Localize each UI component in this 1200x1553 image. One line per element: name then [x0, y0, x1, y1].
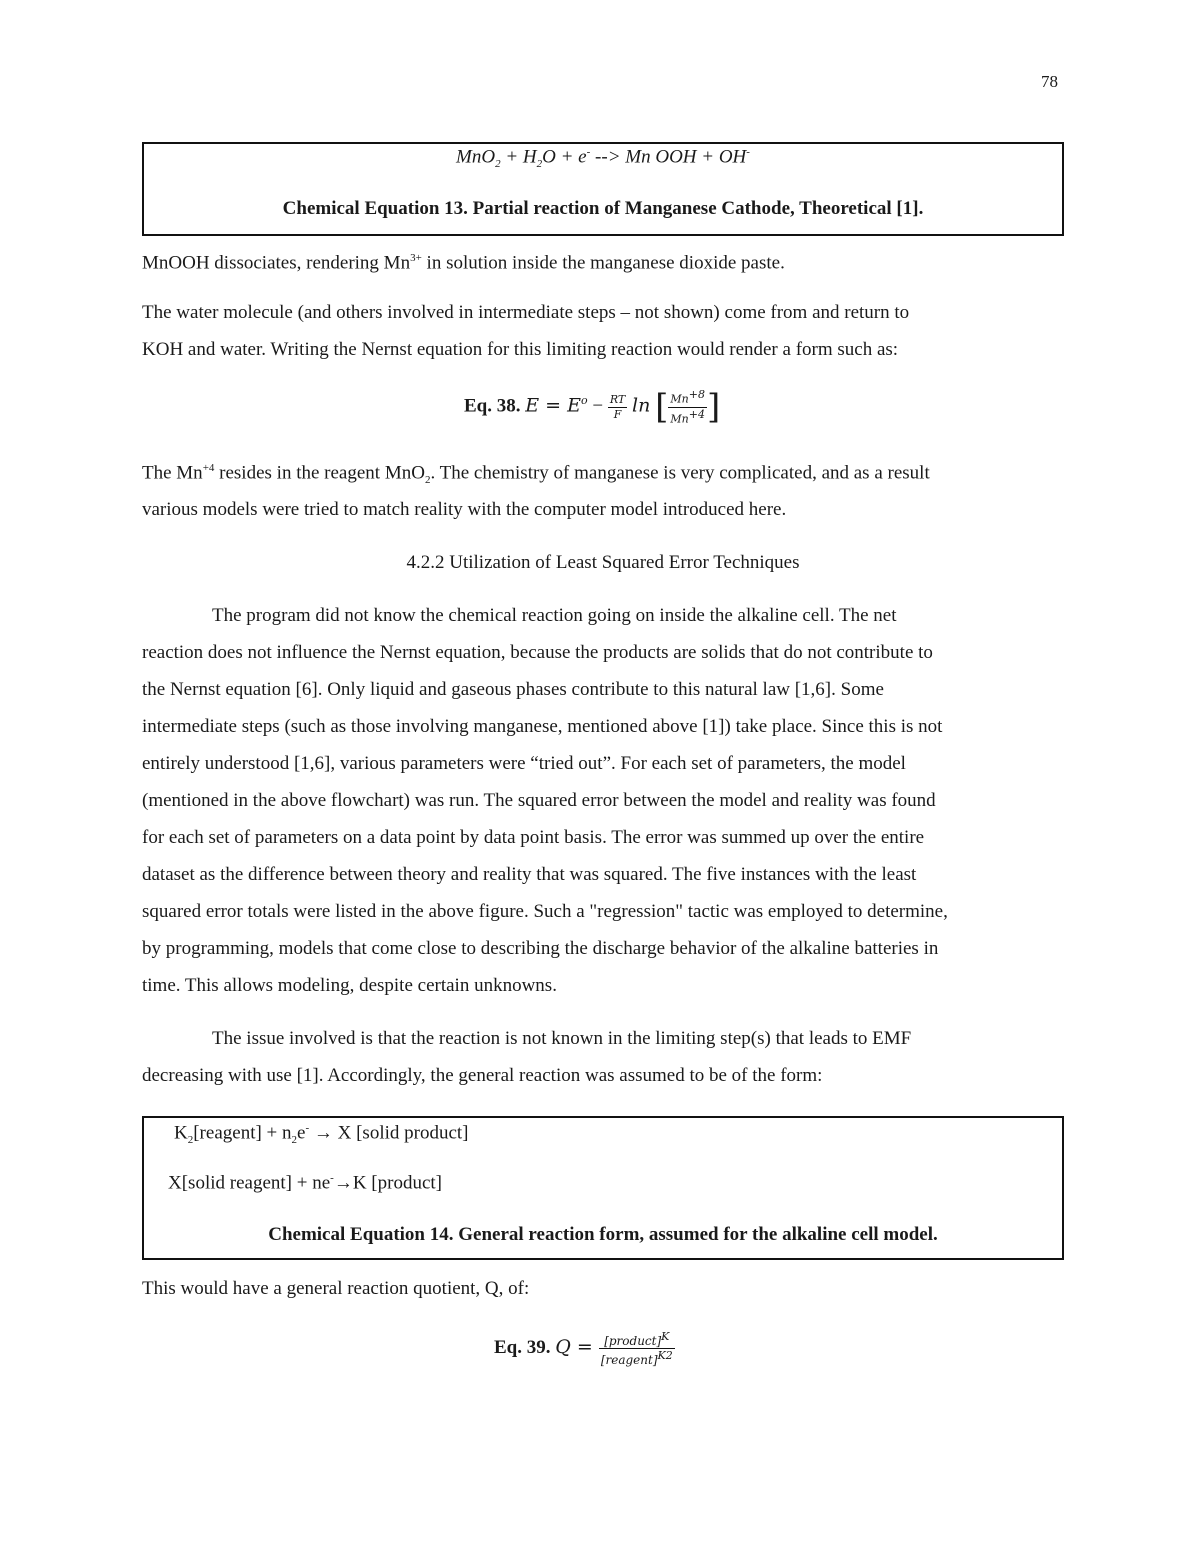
equation-13-caption: Chemical Equation 13. Partial reaction of Manganese Cathode, Theoretical [1]. — [282, 198, 924, 219]
paragraph-issue-line-1: The issue involved is that the reaction is not known in the limiting step(s) that leads to EMF — [212, 1028, 912, 1049]
paragraph-issue-line-2: decreasing with use [1]. Accordingly, the general reaction was assumed to be of the form: — [142, 1065, 823, 1086]
paragraph-lse-line: (mentioned in the above flowchart) was run. The squared error between the model and reality was found — [142, 790, 936, 811]
paragraph-lse-line: squared error totals were listed in the above figure. Such a "regression" tactic was employed to determine, — [142, 901, 948, 922]
paragraph-mnooh: MnOOH dissociates, rendering $Mn^{3+}$ in solution inside the manganese dioxide paste. — [142, 252, 785, 274]
reaction-line-1: $K_2[reagent] + n_2e^- \to X$ [solid product] — [174, 1122, 469, 1147]
paragraph-lse-line: the Nernst equation [6]. Only liquid and gaseous phases contribute to this natural law [1,6]. Some — [142, 679, 884, 700]
page-number: 78 — [1041, 72, 1058, 91]
paragraph-mn4-line-1: The $Mn^{+4}$ resides in the reagent MnO$_2$. The chemistry of manganese is very complicated, and as a result — [142, 462, 930, 487]
equation-box-13 — [142, 142, 1064, 236]
equation-box-14 — [142, 1116, 1064, 1260]
paragraph-lse-line: time. This allows modeling, despite certain unknowns. — [142, 975, 557, 996]
reaction-line-2: X[solid reagent] + ne-→K [product] — [168, 1172, 442, 1194]
paragraph-mn4-line-2: various models were tried to match reality with the computer model introduced here. — [142, 499, 787, 520]
paragraph-quotient: This would have a general reaction quotient, Q, of: — [142, 1278, 530, 1299]
equation-39: Eq. 39. Q = $\frac{[product]^K}{[reagent]^{K2}}$ — [494, 1330, 673, 1367]
paragraph-lse-line: reaction does not influence the Nernst equation, because the products are solids that do not contribute to — [142, 642, 933, 663]
paragraph-lse-line: intermediate steps (such as those involving manganese, mentioned above [1]) take place. Since this is not — [142, 716, 943, 737]
paragraph-water-line-2: KOH and water. Writing the Nernst equation for this limiting reaction would render a form such as: — [142, 339, 899, 360]
paragraph-lse-line: The program did not know the chemical reaction going on inside the alkaline cell. The net — [212, 605, 897, 626]
chemical-equation-13: $MnO_2 + H_2O + e^-$ --> Mn OOH + OH- — [456, 146, 750, 171]
section-heading: 4.2.2 Utilization of Least Squared Error Techniques — [406, 552, 800, 573]
paragraph-lse-line: by programming, models that come close to describing the discharge behavior of the alkaline batteries in — [142, 938, 939, 959]
paragraph-lse-line: entirely understood [1,6], various parameters were “tried out”. For each set of parameters, the model — [142, 753, 906, 774]
equation-38: Eq. 38. $E = E^o$ − $\frac{RT}{F}$ ln [ $\frac{Mn^{+8}}{Mn^{+4}}$ ] — [464, 387, 721, 428]
paragraph-lse-line: dataset as the difference between theory and reality that was squared. The five instances with the least — [142, 864, 917, 885]
paragraph-lse-line: for each set of parameters on a data point by data point basis. The error was summed up over the entire — [142, 827, 925, 848]
paragraph-water-line-1: The water molecule (and others involved in intermediate steps – not shown) come from and return to — [142, 302, 910, 323]
equation-14-caption: Chemical Equation 14. General reaction form, assumed for the alkaline cell model. — [268, 1224, 938, 1245]
